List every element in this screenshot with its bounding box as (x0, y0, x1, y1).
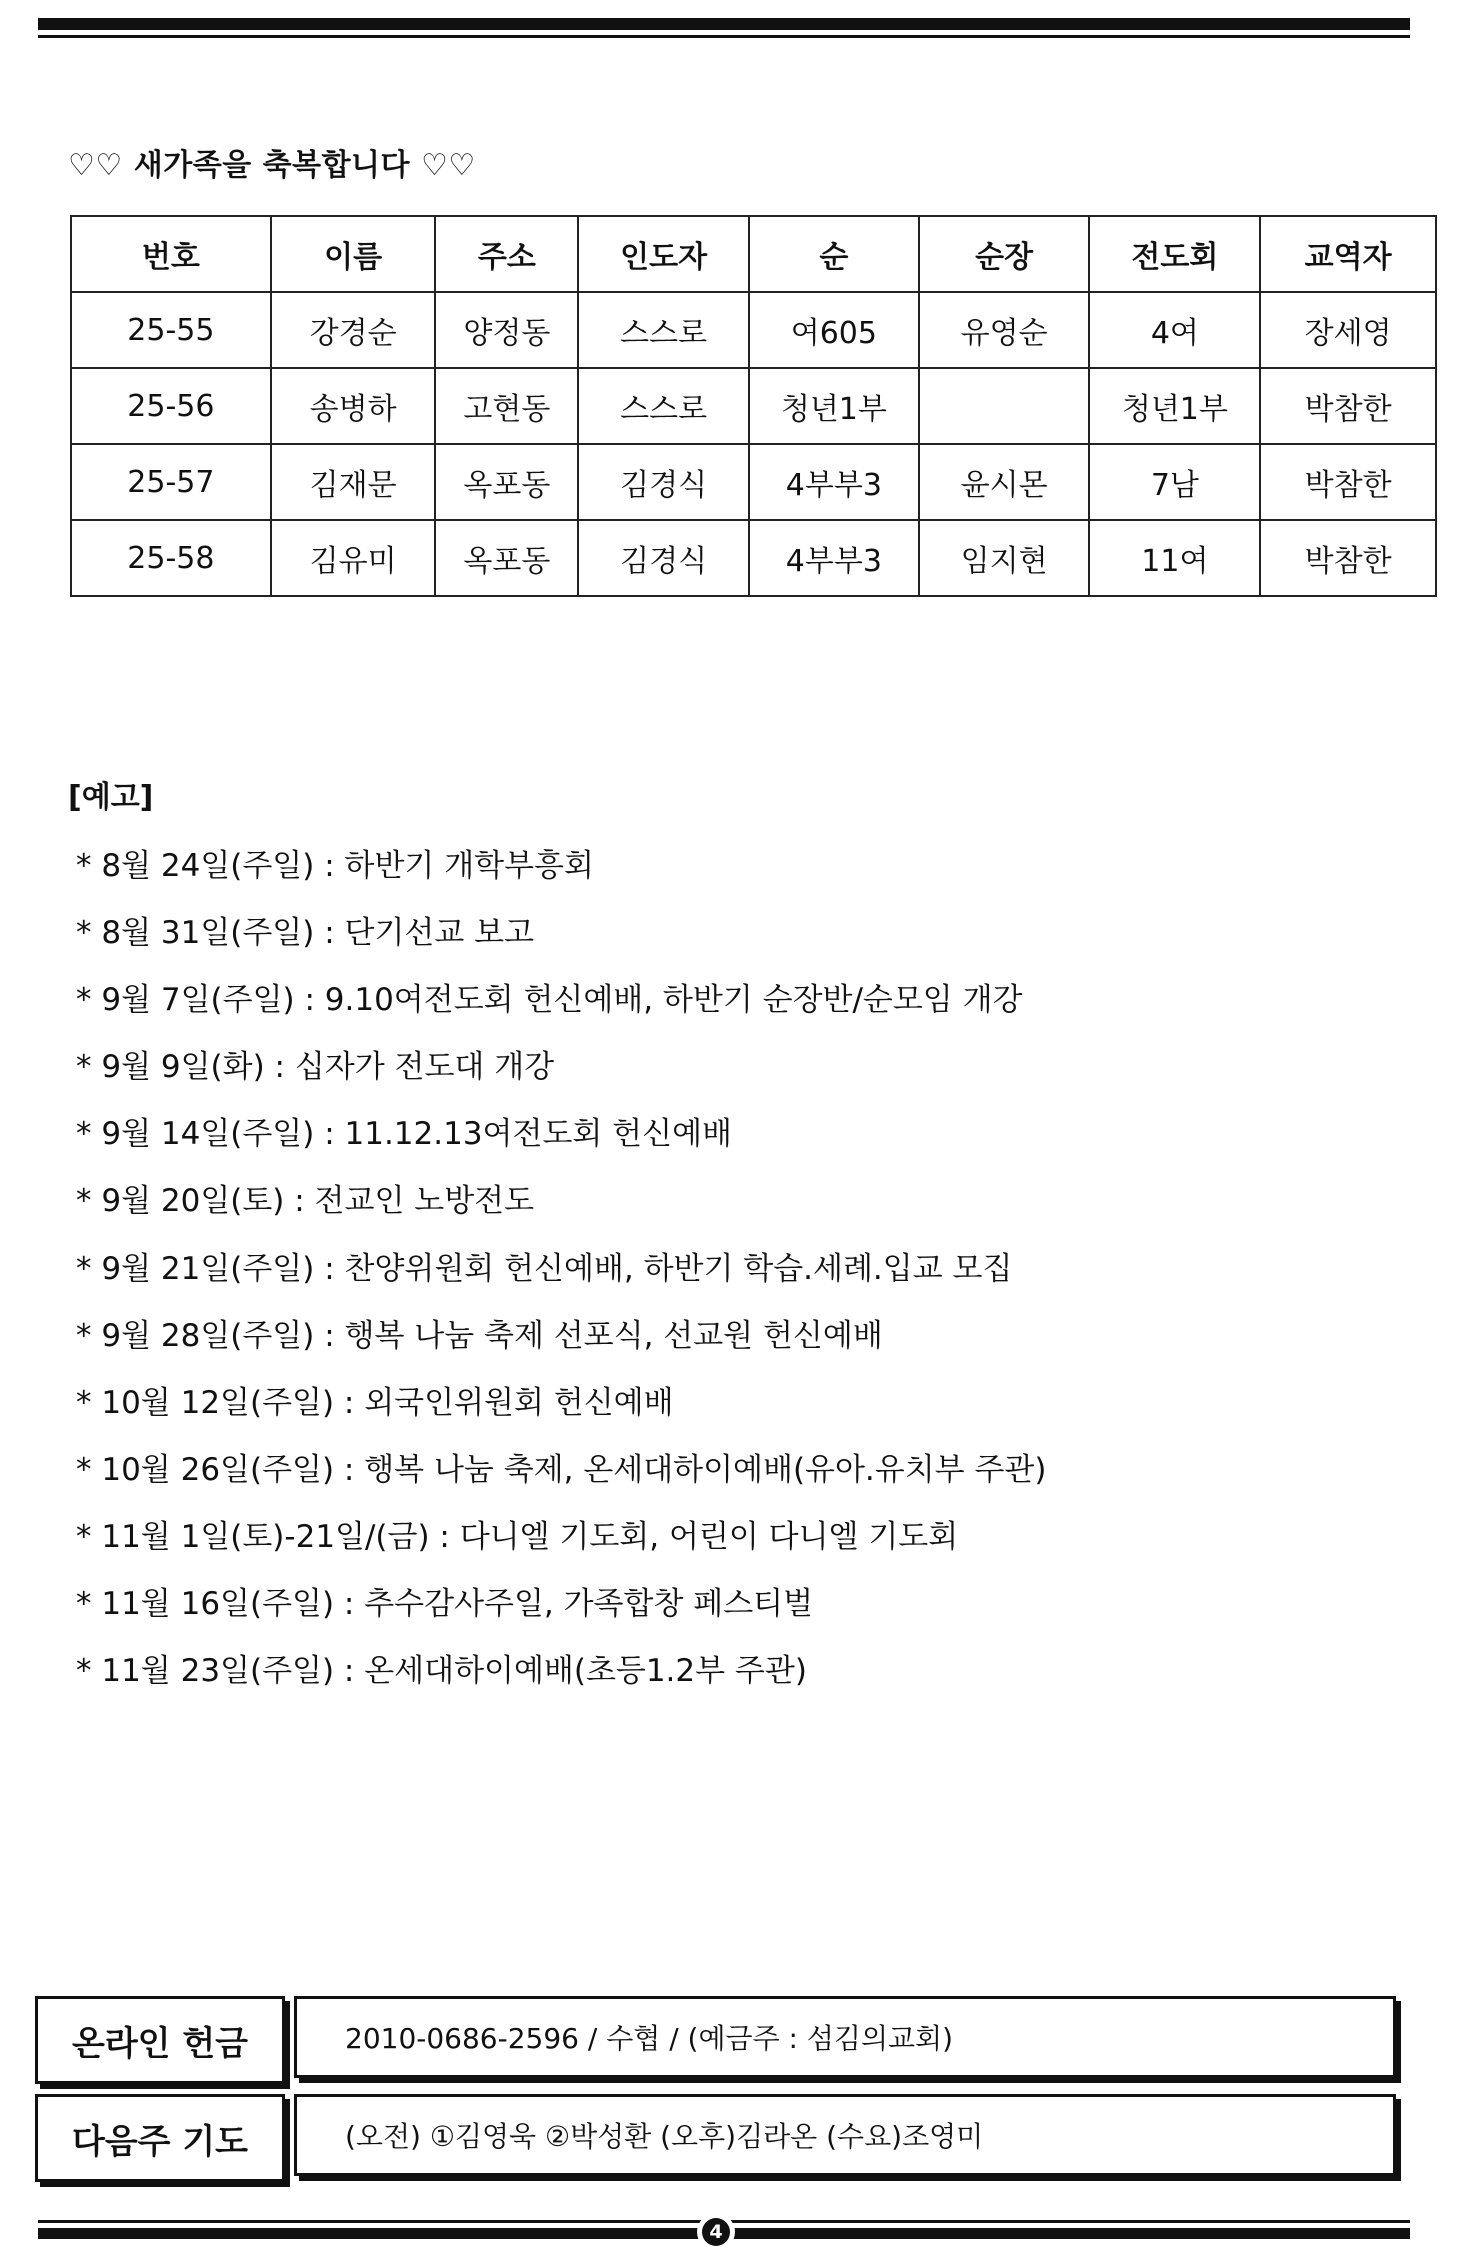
header-mission-society: 전도회 (1089, 216, 1260, 292)
table-cell: 유영순 (919, 292, 1090, 368)
table-row (71, 444, 1436, 520)
list-item: * 9월 28일(주일) : 행복 나눔 축제 선포식, 선교원 헌신예배 (76, 1317, 883, 1354)
online-offering-label: 온라인 헌금 (35, 1996, 285, 2084)
table-row (71, 292, 1436, 368)
page-number: 4 (702, 2218, 730, 2246)
table-cell: 청년1부 (749, 368, 919, 444)
notice-list (76, 846, 1046, 1718)
list-item: * 9월 14일(주일) : 11.12.13여전도회 헌신예배 (76, 1116, 732, 1153)
header-minister: 교역자 (1260, 216, 1436, 292)
table-cell: 양정동 (435, 292, 578, 368)
table-row (71, 368, 1436, 444)
list-item: * 11월 23일(주일) : 온세대하이예배(초등1.2부 주관) (76, 1653, 807, 1690)
table-row (71, 520, 1436, 596)
header-guide: 인도자 (578, 216, 749, 292)
table-cell (919, 368, 1090, 444)
header-group: 순 (749, 216, 919, 292)
header-group-leader: 순장 (919, 216, 1090, 292)
list-item: * 9월 21일(주일) : 찬양위원회 헌신예배, 하반기 학습.세례.입교 모집 (76, 1250, 1013, 1287)
table-cell: 김경식 (578, 444, 749, 520)
list-item: * 9월 20일(토) : 전교인 노방전도 (76, 1183, 535, 1220)
table-cell: 박참한 (1260, 368, 1436, 444)
next-week-prayer-list: (오전) ①김영욱 ②박성환 (오후)김라온 (수요)조영미 (294, 2094, 1396, 2176)
list-item: * 8월 24일(주일) : 하반기 개학부흥회 (76, 848, 594, 884)
list-item: * 9월 9일(화) : 십자가 전도대 개강 (76, 1049, 555, 1086)
table-cell: 25-55 (71, 292, 271, 368)
hearts-right-icon: ♡♡ (420, 148, 476, 183)
table-header-row (71, 216, 1436, 292)
table-cell: 25-56 (71, 368, 271, 444)
table-cell: 김재문 (271, 444, 436, 520)
table-cell: 4부부3 (749, 444, 919, 520)
table-cell: 4부부3 (749, 520, 919, 596)
online-offering-account: 2010-0686-2596 / 수협 / (예금주 : 섬김의교회) (294, 1996, 1396, 2078)
table-cell: 스스로 (578, 368, 749, 444)
table-cell: 박참한 (1260, 444, 1436, 520)
table-cell: 송병하 (271, 368, 436, 444)
table-cell: 청년1부 (1089, 368, 1260, 444)
table-cell: 강경순 (271, 292, 436, 368)
table-cell: 윤시몬 (919, 444, 1090, 520)
table-cell: 고현동 (435, 368, 578, 444)
list-item: * 10월 12일(주일) : 외국인위원회 헌신예배 (76, 1384, 674, 1421)
new-family-table (70, 215, 1437, 597)
table-cell: 여605 (749, 292, 919, 368)
table-cell: 김유미 (271, 520, 436, 596)
list-item: * 10월 26일(주일) : 행복 나눔 축제, 온세대하이예배(유아.유치부 주관) (76, 1451, 1047, 1488)
next-week-prayer-label: 다음주 기도 (35, 2094, 285, 2182)
table-cell: 25-57 (71, 444, 271, 520)
table-cell: 옥포동 (435, 520, 578, 596)
hearts-left-icon: ♡♡ (68, 148, 123, 183)
table-cell: 스스로 (578, 292, 749, 368)
list-item: * 11월 1일(토)-21일/(금) : 다니엘 기도회, 어린이 다니엘 기도회 (76, 1518, 959, 1555)
list-item: * 11월 16일(주일) : 추수감사주일, 가족합창 페스티벌 (76, 1586, 814, 1623)
table-cell: 25-58 (71, 520, 271, 596)
header-number: 번호 (71, 216, 271, 292)
notice-title: [예고] (68, 780, 154, 815)
table-cell: 박참한 (1260, 520, 1436, 596)
top-rule (38, 18, 1410, 38)
header-address: 주소 (435, 216, 578, 292)
list-item: * 9월 7일(주일) : 9.10여전도회 헌신예배, 하반기 순장반/순모임 개강 (76, 982, 1023, 1019)
heading-title: 새가족을 축복합니다 (133, 148, 411, 183)
table-cell: 11여 (1089, 520, 1260, 596)
table-cell: 임지현 (919, 520, 1090, 596)
table-cell: 장세영 (1260, 292, 1436, 368)
table-cell: 옥포동 (435, 444, 578, 520)
list-item: * 8월 31일(주일) : 단기선교 보고 (76, 915, 535, 952)
table-cell: 4여 (1089, 292, 1260, 368)
header-name: 이름 (271, 216, 436, 292)
table-cell: 7남 (1089, 444, 1260, 520)
new-family-heading (68, 140, 476, 184)
table-cell: 김경식 (578, 520, 749, 596)
